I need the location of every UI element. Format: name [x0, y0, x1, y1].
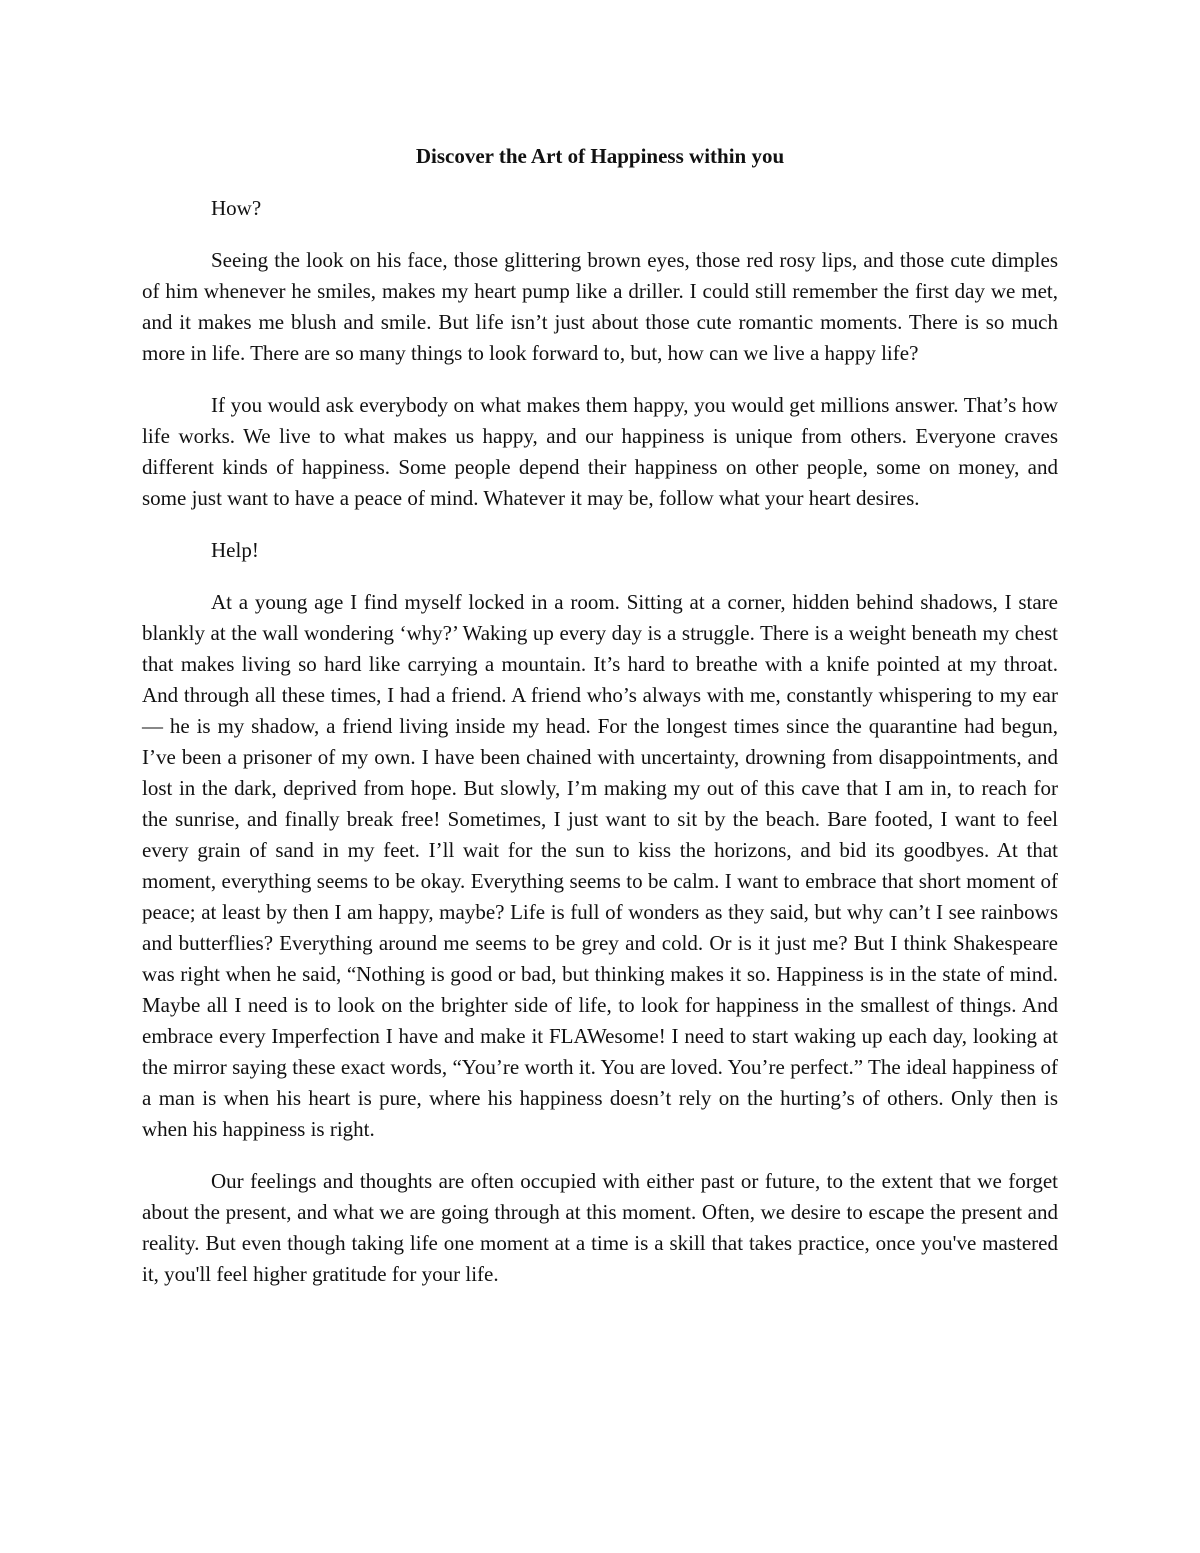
spacer: [142, 224, 1058, 245]
spacer: [142, 369, 1058, 390]
document-body: [142, 140, 1058, 1290]
spacer: [142, 566, 1058, 587]
spacer: [142, 514, 1058, 535]
paragraph-2: If you would ask everybody on what makes them happy, you would get millions answer. That’s how life works. We live to what makes us happy, and our happiness is unique from others. Everyone craves different kinds of happiness. Some people depend their happiness on other people, some on money, and some just want to have a peace of mind. Whatever it may be, follow what your heart desires.: [142, 393, 1058, 510]
section-heading-how: How?: [211, 196, 262, 220]
spacer: [142, 173, 1058, 193]
paragraph-4: Our feelings and thoughts are often occupied with either past or future, to the extent that we forget about the present, and what we are going through at this moment. Often, we desire to escape the present and reality. But even though taking life one moment at a time is a skill that takes practice, once you've mastered it, you'll feel higher gratitude for your life.: [142, 1169, 1058, 1286]
paragraph-3: At a young age I find myself locked in a room. Sitting at a corner, hidden behind shadows, I stare blankly at the wall wondering ‘why?’ Waking up every day is a struggle. There is a weight beneath my chest that makes living so hard like carrying a mountain. It’s hard to breathe with a knife pointed at my throat. And through all these times, I had a friend. A friend who’s always with me, constantly whispering to my ear — he is my shadow, a friend living inside my head. For the longest times since the quarantine had begun, I’ve been a prisoner of my own. I have been chained with uncertainty, drowning from disappointments, and lost in the dark, deprived from hope. But slowly, I’m making my out of this cave that I am in, to reach for the sunrise, and finally break free! Sometimes, I just want to sit by the beach. Bare footed, I want to feel every grain of sand in my feet. I’ll wait for the sun to kiss the horizons, and bid its goodbyes. At that moment, everything seems to be okay. Everything seems to be calm. I want to embrace that short moment of peace; at least by then I am happy, maybe? Life is full of wonders as they said, but why can’t I see rainbows and butterflies? Everything around me seems to be grey and cold. Or is it just me? But I think Shakespeare was right when he said, “Nothing is good or bad, but thinking makes it so. Happiness is in the state of mind. Maybe all I need is to look on the brighter side of life, to look for happiness in the smallest of things. And embrace every Imperfection I have and make it FLAWesome! I need to start waking up each day, looking at the mirror saying these exact words, “You’re worth it. You are loved. You’re perfect.” The ideal happiness of a man is when his heart is pure, where his happiness doesn’t rely on the hurting’s of others. Only then is when his happiness is right.: [142, 590, 1058, 1141]
paragraph-1: Seeing the look on his face, those glittering brown eyes, those red rosy lips, and those cute dimples of him whenever he smiles, makes my heart pump like a driller. I could still remember the first day we met, and it makes me blush and smile. But life isn’t just about those cute romantic moments. There is so much more in life. There are so many things to look forward to, but, how can we live a happy life?: [142, 248, 1058, 365]
spacer: [142, 1145, 1058, 1166]
section-heading-help: Help!: [211, 538, 259, 562]
document-title: Discover the Art of Happiness within you: [415, 144, 785, 168]
